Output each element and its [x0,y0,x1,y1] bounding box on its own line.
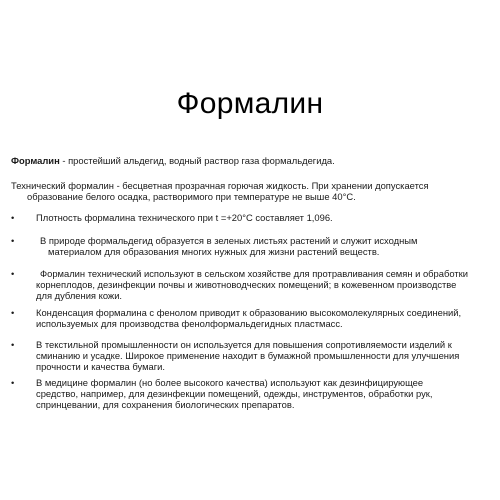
bullet-line: Конденсация формалина с фенолом приводит к образованию высокомолекулярных соединений, [36,307,462,318]
bullet-text [36,235,417,257]
bullet-line: В медицине формалин (но более высокого качества) используют как дезинфицирующее [36,377,424,388]
bullet-line: сминанию и усадке. Широкое применение находит в бумажной промышленности для улучшения [36,350,460,361]
bullet-line: средство, например, для дезинфекции помещений, одежды, инструментов, обработки рук, [36,388,433,399]
bullet-line: Плотность формалина технического при t =+20°С составляет 1,096. [36,212,333,223]
bullet-icon: • [11,235,15,246]
bullet-line: спринцевании, для сохранения биологических препаратов. [36,399,295,410]
slide-title: Формалин [176,87,324,120]
bullet-icon: • [11,307,15,318]
bullet-icon: • [11,212,15,223]
technical-line: Технический формалин - бесцветная прозрачная горючая жидкость. При хранении допускается [11,180,429,191]
bullet-line: В природе формальдегид образуется в зеленых листьях растений и служит исходным [40,235,418,246]
bullet-text [36,212,333,223]
bullet-line: материалом для образования многих нужных для жизни растений веществ. [48,246,380,257]
bullet-line: используемых для производства фенолформальдегидных пластмасс. [36,318,343,329]
bullet-icon: • [11,339,15,350]
technical-line: образование белого осадка, растворимого при температуре не выше 40°С. [27,191,356,202]
bullet-icon: • [11,268,15,279]
bullet-text [36,377,433,410]
bullet-icon: • [11,377,15,388]
bullet-text [36,339,459,372]
intro-paragraph [11,155,335,166]
bullet-text [36,268,468,301]
technical-paragraph [11,180,429,202]
bullet-line: корнеплодов, дезинфекции почвы и животноводческих помещений; в кожевенном производстве [36,279,457,290]
bullet-line: Формалин технический используют в сельском хозяйстве для протравливания семян и обработки [40,268,468,279]
intro-term: Формалин [11,155,60,166]
bullet-line: прочности и качества бумаги. [36,361,165,372]
bullet-line: для дубления кожи. [36,290,123,301]
intro-text: - простейший альдегид, водный раствор газа формальдегида. [59,155,335,166]
bullet-line: В текстильной промышленности он используется для повышения сопротивляемости изделий к [36,339,452,350]
bullet-text [36,307,461,329]
